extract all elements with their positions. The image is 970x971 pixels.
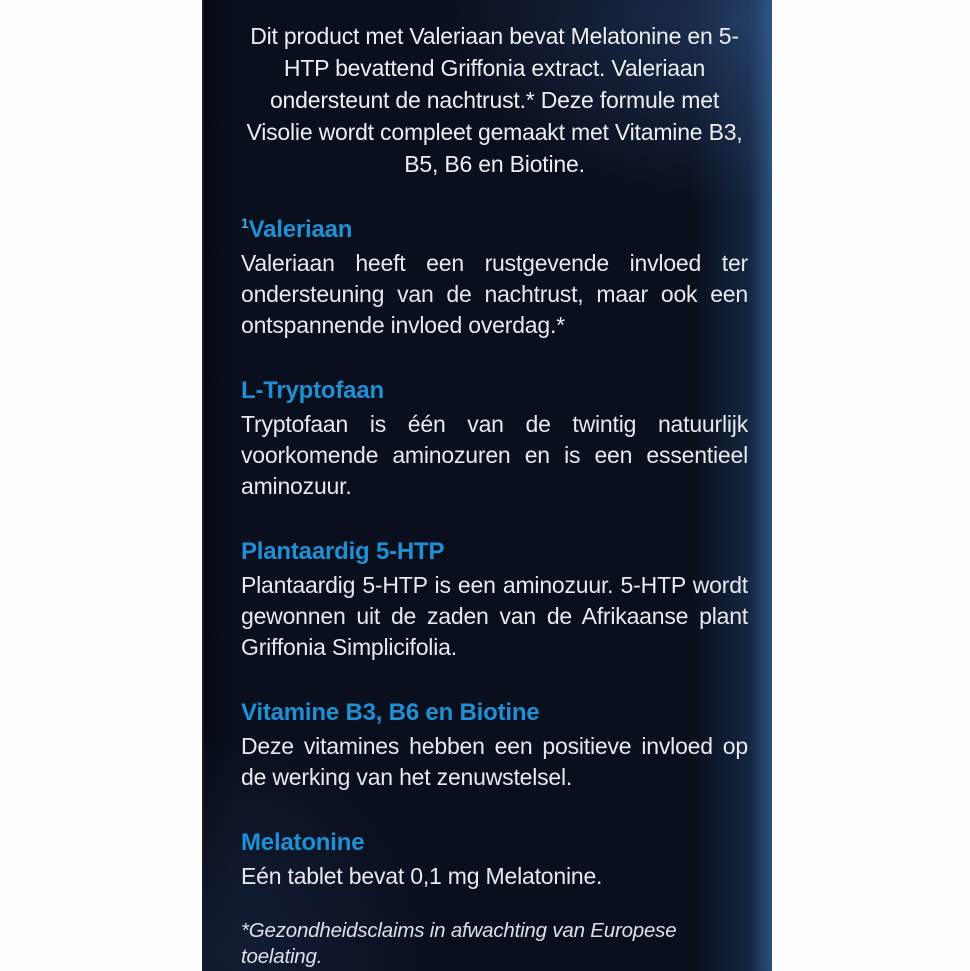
product-label-panel [202,0,772,971]
section-heading-l-tryptofaan [241,377,748,405]
section-heading-label: Vitamine B3, B6 en Biotine [241,699,540,726]
footnote-marker-superscript: 1 [241,215,249,231]
section-heading-label: Plantaardig 5-HTP [241,538,445,565]
health-claims-footnote: *Gezondheidsclaims in afwachting van Europese toelating. [241,919,677,968]
section-heading-label: L-Tryptofaan [241,377,384,404]
section-plantaardig-5-htp [241,538,748,663]
section-heading-label: Valeriaan [248,216,353,243]
section-heading-label: Melatonine [241,829,365,856]
section-body-melatonine: Eén tablet bevat 0,1 mg Melatonine. [241,863,603,889]
section-body-l-tryptofaan: Tryptofaan is één van de twintig natuurlijk voorkomende aminozuren en is een essentieel aminozuur. [241,411,748,499]
section-body-valeriaan: Valeriaan heeft een rustgevende invloed ter ondersteuning van de nachtrust, maar ook een ontspannende invloed overdag.* [241,250,748,338]
label-content [241,20,748,970]
section-heading-plantaardig-5-htp [241,538,748,566]
section-vitamines [241,699,748,793]
section-l-tryptofaan [241,377,748,502]
section-heading-vitamines [241,699,748,727]
section-body-plantaardig-5-htp: Plantaardig 5-HTP is een aminozuur. 5-HTP wordt gewonnen uit de zaden van de Afrikaanse plant Griffonia Simplicifolia. [241,572,748,660]
intro-paragraph: Dit product met Valeriaan bevat Melatonine en 5-HTP bevattend Griffonia extract. Valeriaan ondersteunt de nachtrust.* Deze formule met Visolie wordt compleet gemaakt met Vitamine B3, B5, B6 en Biotine. [246,23,743,177]
section-heading-melatonine [241,829,748,857]
section-valeriaan [241,216,748,341]
section-body-vitamines: Deze vitamines hebben een positieve invloed op de werking van het zenuwstelsel. [241,733,748,790]
section-heading-valeriaan [241,216,748,244]
section-melatonine [241,829,748,892]
